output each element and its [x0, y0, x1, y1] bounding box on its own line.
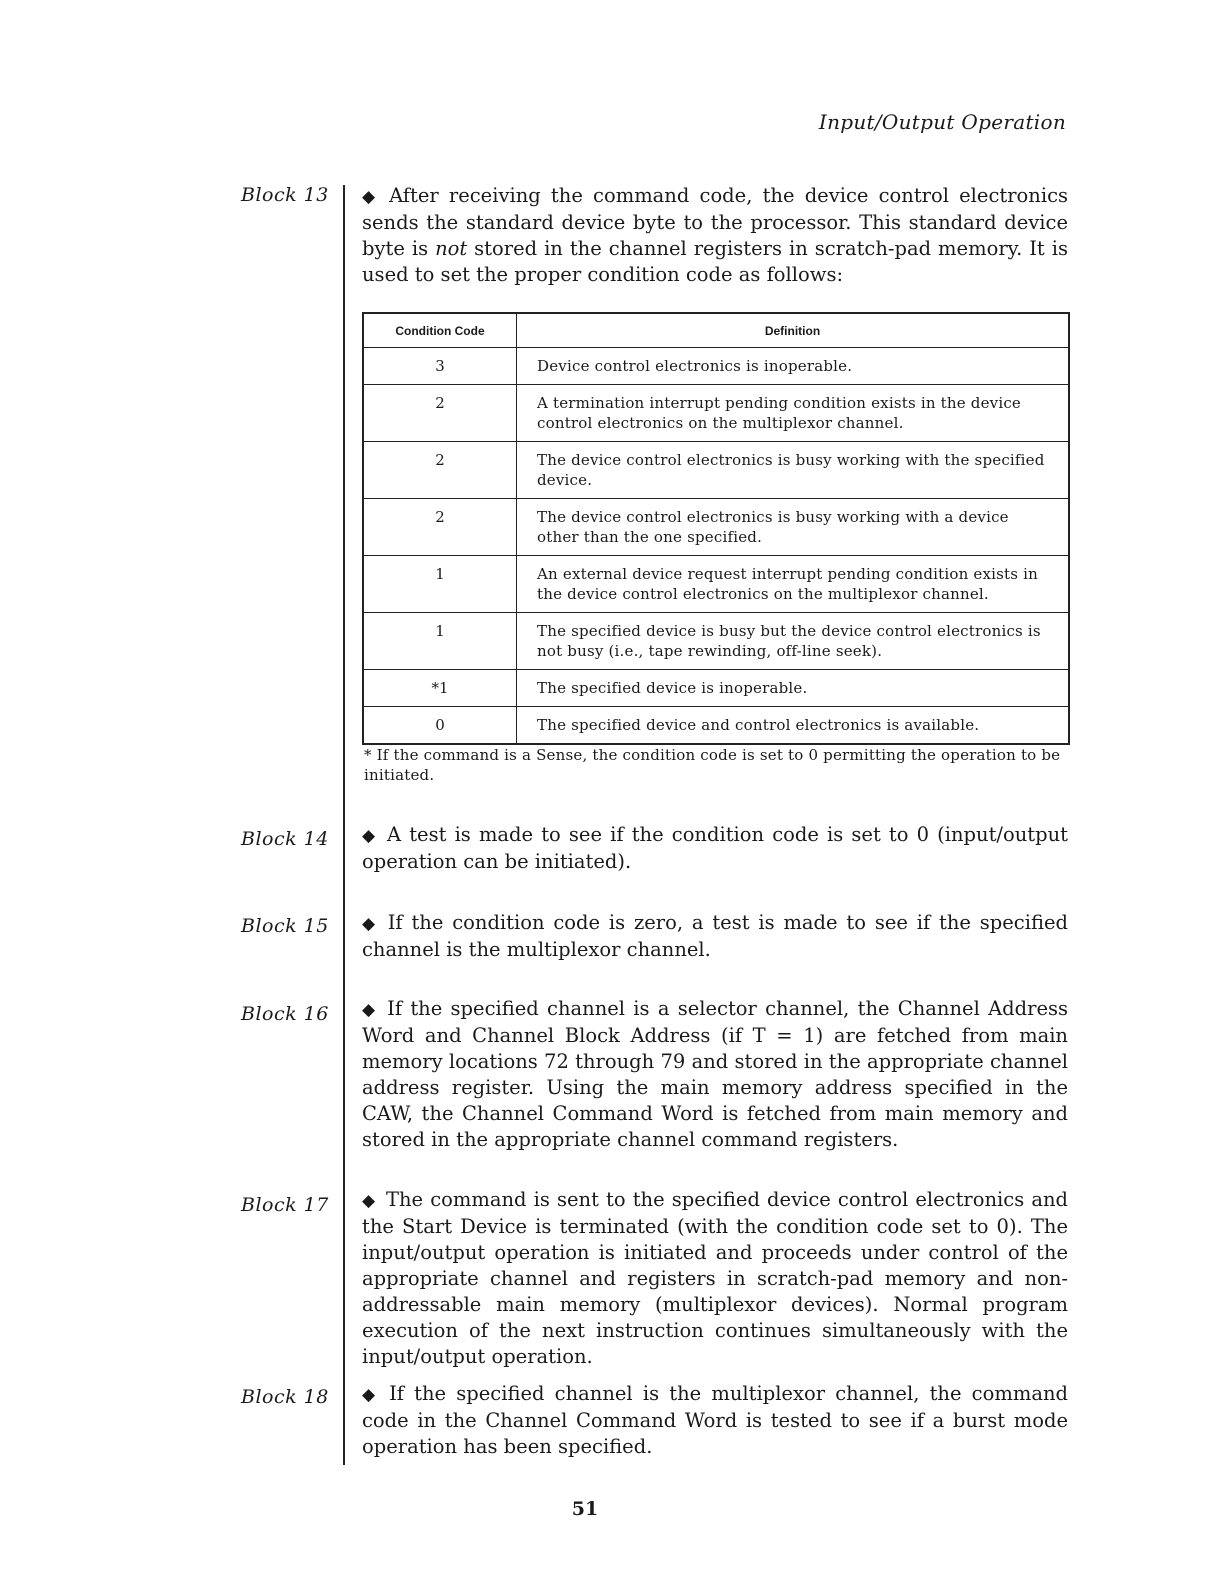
- row-definition: The device control electronics is busy working with a device other than the one specified.: [517, 499, 1070, 556]
- block-15-text: If the condition code is zero, a test is made to see if the specified channel is the multiplexor channel.: [362, 911, 1068, 961]
- block-16-text: If the specified channel is a selector channel, the Channel Address Word and Channel Block Address (if T = 1) are fetched from main memory locations 72 through 79 and stored in the appropriate channel address register. Using the main memory address specified in the CAW, the Channel Command Word is fetched from main memory and stored in the appropriate channel command registers.: [362, 997, 1069, 1151]
- block-13-text-before: After receiving the command code, the device control electronics sends the standard device byte to the processor. This standard device byte is: [362, 184, 1069, 260]
- table-footnote: * If the command is a Sense, the condition code is set to 0 permitting the operation to be initiated.: [364, 746, 1061, 784]
- block-13-label: Block 13: [241, 184, 329, 206]
- row-code: 3: [363, 348, 517, 385]
- block-18-paragraph: [362, 1381, 1068, 1460]
- diamond-bullet-icon: ◆: [362, 826, 378, 846]
- block-16-label: Block 16: [241, 1003, 329, 1025]
- row-code: 1: [363, 556, 517, 613]
- block-14-paragraph: [362, 822, 1068, 875]
- condition-code-table: [362, 312, 1070, 745]
- block-17-text: The command is sent to the specified device control electronics and the Start Device is terminated (with the condition code set to 0). The input/output operation is initiated and proceeds under control of the appropriate channel and registers in scratch-pad memory and non-addressable main memory (multiplexor devices). Normal program execution of the next instruction continues simultaneously with the input/output operation.: [362, 1188, 1068, 1368]
- margin-rule: [343, 185, 345, 1465]
- diamond-bullet-icon: ◆: [362, 1000, 378, 1020]
- block-13-text: [362, 183, 1068, 288]
- row-definition: Device control electronics is inoperable.: [517, 348, 1070, 385]
- row-definition: The device control electronics is busy working with the specified device.: [517, 442, 1070, 499]
- row-definition: The specified device is inoperable.: [517, 670, 1070, 707]
- block-15-paragraph: [362, 910, 1068, 963]
- block-16-paragraph: [362, 996, 1068, 1153]
- block-14-text: A test is made to see if the condition code is set to 0 (input/output operation can be initiated).: [362, 823, 1069, 873]
- block-13-text-after: stored in the channel registers in scratch-pad memory. It is used to set the proper condition code as follows:: [362, 237, 1068, 286]
- table-row: [363, 385, 1069, 442]
- table-row: [363, 670, 1069, 707]
- column-header-definition: Definition: [517, 313, 1070, 348]
- block-17-paragraph: [362, 1187, 1068, 1370]
- table-header-row: [363, 313, 1069, 348]
- row-code: 0: [363, 707, 517, 745]
- row-code: *1: [363, 670, 517, 707]
- block-14-label: Block 14: [241, 828, 329, 850]
- table-row: [363, 348, 1069, 385]
- row-code: 1: [363, 613, 517, 670]
- table-row: [363, 613, 1069, 670]
- row-code: 2: [363, 499, 517, 556]
- table-row: [363, 556, 1069, 613]
- row-definition: The specified device and control electronics is available.: [517, 707, 1070, 745]
- diamond-bullet-icon: ◆: [362, 187, 380, 207]
- table-row: [363, 499, 1069, 556]
- row-code: 2: [363, 442, 517, 499]
- row-code: 2: [363, 385, 517, 442]
- block-13-text-emphasis: not: [435, 237, 468, 260]
- table-row: [363, 707, 1069, 745]
- block-17-label: Block 17: [241, 1194, 329, 1216]
- column-header-code: Condition Code: [363, 313, 517, 348]
- row-definition: The specified device is busy but the device control electronics is not busy (i.e., tape rewinding, off-line seek).: [517, 613, 1070, 670]
- row-definition: An external device request interrupt pending condition exists in the device control electronics on the multiplexor channel.: [517, 556, 1070, 613]
- diamond-bullet-icon: ◆: [362, 1191, 376, 1211]
- diamond-bullet-icon: ◆: [362, 1385, 380, 1405]
- row-definition: A termination interrupt pending condition exists in the device control electronics on the multiplexor channel.: [517, 385, 1070, 442]
- page-number: 51: [571, 1498, 599, 1520]
- running-header: Input/Output Operation: [818, 110, 1066, 134]
- table-row: [363, 442, 1069, 499]
- block-18-label: Block 18: [241, 1386, 329, 1408]
- block-15-label: Block 15: [241, 915, 329, 937]
- diamond-bullet-icon: ◆: [362, 914, 378, 934]
- block-18-text: If the specified channel is the multiplexor channel, the command code in the Channel Command Word is tested to see if a burst mode operation has been specified.: [362, 1382, 1068, 1458]
